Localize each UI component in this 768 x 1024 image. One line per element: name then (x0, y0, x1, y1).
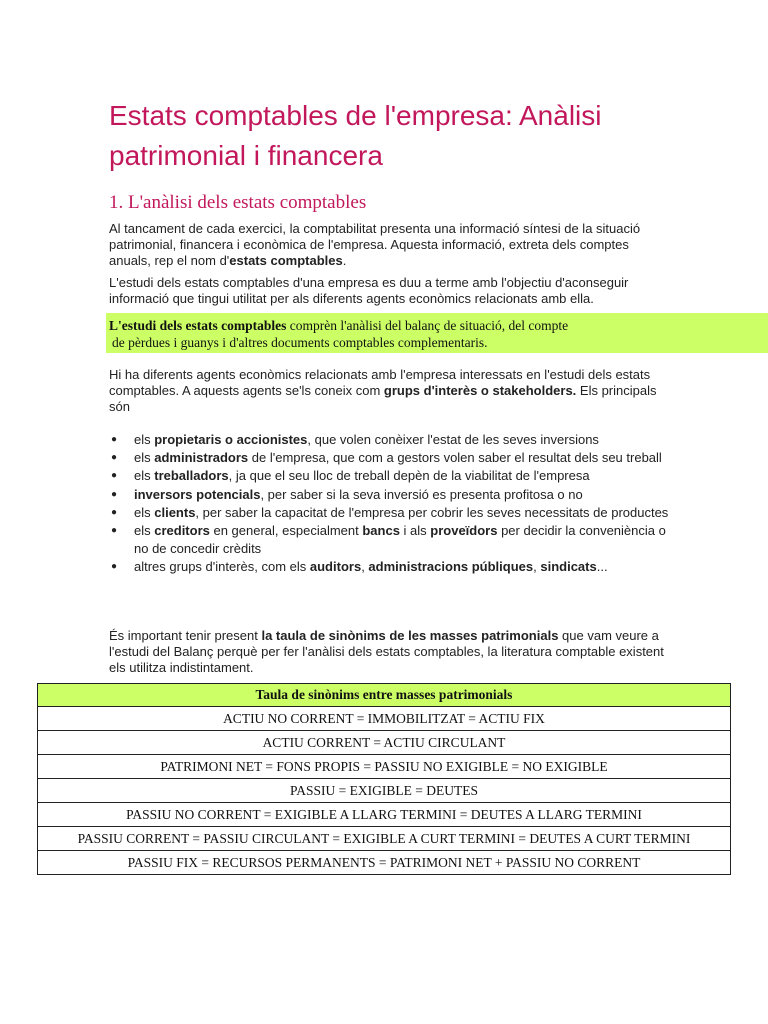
list-item (109, 486, 669, 504)
list-item (109, 558, 669, 576)
highlight-line-1-rest: comprèn l'anàlisi del balanç de situació, del compte (286, 318, 569, 333)
list-item-text: altres grups d'interès, com els (134, 559, 310, 575)
paragraph-synonyms-bold: la taula de sinònims de les masses patrimonials (261, 628, 559, 643)
list-item-text: , per saber la capacitat de l'empresa per cobrir les seves necessitats de productes (195, 504, 669, 520)
table-row (38, 803, 731, 827)
highlight-line-1 (109, 317, 768, 334)
table-cell: PASSIU = EXIGIBLE = DEUTES (38, 779, 731, 803)
table-row (38, 851, 731, 875)
list-item-bold: propietaris o accionistes (154, 432, 308, 447)
table-cell: ACTIU CORRENT = ACTIU CIRCULANT (38, 731, 731, 755)
list-item-bold: creditors (154, 523, 210, 539)
list-item-bold: clients (154, 504, 196, 520)
table-row (38, 827, 731, 851)
list-item-text: , (533, 559, 541, 575)
list-item (109, 504, 669, 522)
table-cell: PASSIU FIX = RECURSOS PERMANENTS = PATRIMONI NET + PASSIU NO CORRENT (38, 851, 731, 875)
paragraph-stakeholders-end: Els principals són (109, 383, 657, 414)
bullet-icon: ● (111, 470, 118, 482)
list-item-bold: auditors (309, 559, 362, 575)
paragraph-intro (109, 221, 669, 269)
bullet-icon: ● (111, 561, 118, 573)
list-item-text: els (134, 450, 155, 466)
table-cell: ACTIU NO CORRENT = IMMOBILITZAT = ACTIU FIX (38, 707, 731, 731)
bullet-icon: ● (111, 434, 118, 445)
bullet-icon: ● (111, 488, 118, 500)
table-cell: PATRIMONI NET = FONS PROPIS = PASSIU NO EXIGIBLE = NO EXIGIBLE (38, 755, 731, 779)
paragraph-synonyms-post: que vam veure a l'estudi del Balanç perquè per fer l'anàlisi dels estats comptables, la literatura comptable existent els utilitza indistintament. (109, 628, 664, 675)
list-item-bold: inversors potencials (134, 486, 261, 502)
list-item-text: els (134, 468, 155, 484)
bullet-icon: ● (111, 452, 118, 464)
list-item-text: , que volen conèixer l'estat de les seves inversions (307, 432, 599, 447)
list-item-text: per decidir la conveniència o no de concedir crèdits (134, 523, 666, 557)
table-cell: PASSIU CORRENT = PASSIU CIRCULANT = EXIGIBLE A CURT TERMINI = DEUTES A CURT TERMINI (38, 827, 731, 851)
list-item-bold: sindicats (540, 559, 597, 575)
list-item-bold: administradors (154, 450, 249, 466)
table-row (38, 755, 731, 779)
table-header: Taula de sinònims entre masses patrimonials (38, 684, 731, 707)
table-row (38, 779, 731, 803)
list-item-text: ... (596, 559, 608, 575)
list-item (109, 467, 669, 485)
highlight-bold: L'estudi dels estats comptables (109, 318, 287, 333)
list-item (109, 522, 669, 558)
list-item-bold: bancs (362, 523, 400, 539)
table-row (38, 731, 731, 755)
list-item-bold: administracions públiques (368, 559, 534, 575)
list-item (109, 449, 669, 467)
list-item (109, 431, 669, 449)
highlight-line-2: de pèrdues i guanys i d'altres documents comptables complementaris. (112, 335, 488, 350)
list-item-bold: treballadors (154, 468, 229, 484)
list-item-text: , (361, 559, 369, 575)
list-item-text: els (134, 523, 155, 539)
table-cell: PASSIU NO CORRENT = EXIGIBLE A LLARG TERMINI = DEUTES A LLARG TERMINI (38, 803, 731, 827)
list-item-text: els (134, 432, 155, 447)
highlight-box (106, 313, 768, 353)
paragraph-intro-end: . (342, 253, 347, 268)
paragraph-intro-bold: estats comptables (229, 253, 343, 268)
paragraph-stakeholders-bold: grups d'interès o stakeholders. (383, 383, 577, 398)
paragraph-intro-text: Al tancament de cada exercici, la comptabilitat presenta una informació síntesi de la situació patrimonial, financera i econòmica de l'empresa. Aquesta informació, extreta dels comptes anuals, rep el nom d' (109, 221, 641, 268)
section-heading: 1. L'anàlisi dels estats comptables (109, 192, 367, 213)
bullet-icon: ● (111, 525, 118, 537)
paragraph-stakeholders-text: Hi ha diferents agents econòmics relacionats amb l'empresa interessats en l'estudi dels estats comptables. A aquests agents se'ls coneix com (109, 367, 651, 398)
list-item-text: , ja que el seu lloc de treball depèn de la viabilitat de l'empresa (228, 468, 590, 484)
paragraph-synonyms-pre: És important tenir present (109, 628, 262, 643)
list-item-text: els (134, 504, 155, 520)
page-title: Estats comptables de l'empresa: Anàlisi patrimonial i financera (109, 100, 602, 171)
table-header-row (38, 684, 731, 707)
list-item-text: i als (399, 523, 431, 539)
list-item-text: en general, especialment (209, 523, 363, 539)
synonyms-table (37, 683, 731, 875)
paragraph-purpose: L'estudi dels estats comptables d'una empresa es duu a terme amb l'objectiu d'aconseguir informació que tingui utilitat per als diferents agents econòmics relacionats amb ella. (109, 275, 629, 306)
bullet-icon: ● (111, 506, 118, 518)
paragraph-stakeholders (109, 367, 669, 415)
list-item-bold: proveïdors (430, 523, 498, 539)
stakeholder-list (109, 431, 669, 577)
paragraph-synonyms (109, 628, 669, 676)
table-row (38, 707, 731, 731)
list-item-text: de l'empresa, que com a gestors volen saber el resultat dels seu treball (248, 450, 662, 466)
list-item-text: , per saber si la seva inversió es presenta profitosa o no (260, 486, 583, 502)
